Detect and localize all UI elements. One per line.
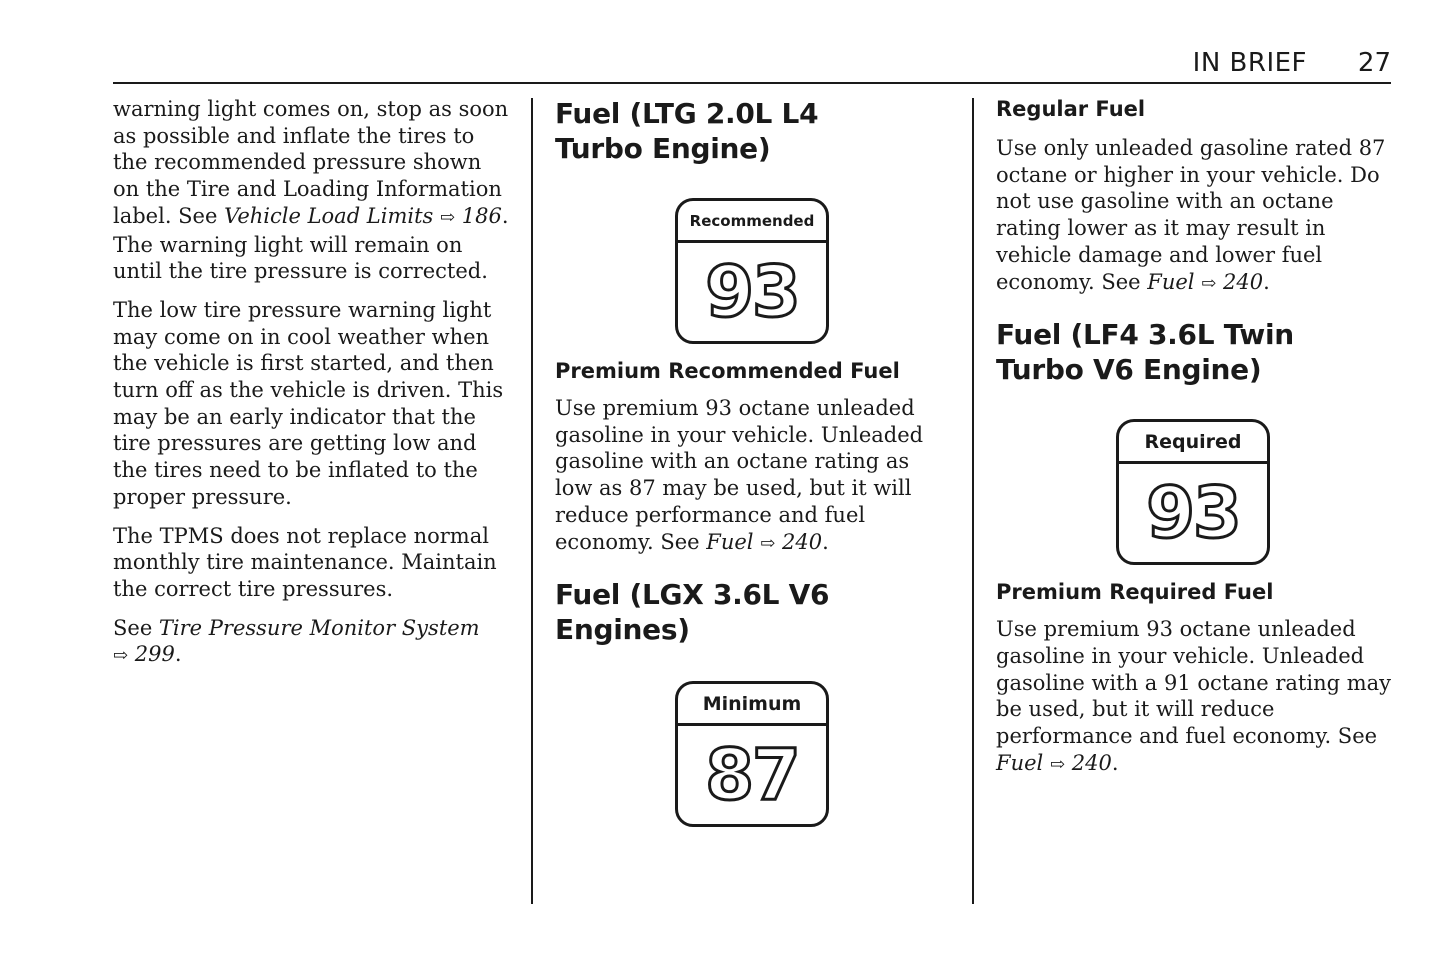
- cross-reference-arrow-icon: ⇨: [113, 645, 129, 667]
- column-divider: [531, 98, 533, 904]
- cross-reference-arrow-icon: ⇨: [760, 532, 776, 554]
- column-1: [113, 96, 513, 682]
- paragraph: Use only unleaded gasoline rated 87 octane or higher in your vehicle. Do not use gasoline with an octane rating lower as it may result in vehicle damage and lower fuel economy. See Fuel ⇨ 240.: [996, 136, 1386, 294]
- cross-reference-page[interactable]: 240: [1222, 269, 1264, 294]
- octane-number: 93: [705, 251, 799, 333]
- paragraph: The low tire pressure warning light may come on in cool weather when the vehicle is first started, and then turn off as the vehicle is driven. This may be an early indicator that the tire pressures are getting low and the tires need to be inflated to the proper pressure.: [113, 297, 504, 509]
- octane-number: 87: [705, 734, 799, 817]
- section-title: IN BRIEF: [1192, 48, 1307, 78]
- page-header: [113, 48, 1391, 84]
- cross-reference-page[interactable]: 299: [134, 642, 175, 667]
- fuel-octane-label-icon: [675, 681, 829, 827]
- paragraph: See Tire Pressure Monitor System ⇨ 299.: [113, 615, 480, 667]
- cross-reference-link[interactable]: Vehicle Load Limits: [224, 203, 434, 228]
- column-3: [996, 96, 1391, 790]
- sub-heading: Premium Required Fuel: [996, 580, 1274, 605]
- cross-reference-page[interactable]: 240: [1071, 750, 1112, 775]
- sub-heading: Premium Recommended Fuel: [555, 359, 900, 383]
- section-heading: Fuel (LTG 2.0L L4 Turbo Engine): [555, 97, 819, 165]
- section-heading: Fuel (LF4 3.6L Twin Turbo V6 Engine): [996, 318, 1294, 387]
- cross-reference-page[interactable]: 186: [461, 203, 502, 228]
- cross-reference-link[interactable]: Fuel: [706, 529, 754, 554]
- column-divider: [972, 98, 974, 904]
- sub-heading: Regular Fuel: [996, 97, 1146, 121]
- paragraph: The TPMS does not replace normal monthly tire maintenance. Maintain the correct tire pressures.: [113, 523, 497, 601]
- page-number: 27: [1357, 48, 1391, 78]
- fuel-label-caption: Minimum: [678, 684, 826, 726]
- column-2: [555, 96, 950, 827]
- cross-reference-arrow-icon: ⇨: [1049, 753, 1066, 775]
- fuel-octane-label-icon: [1116, 419, 1270, 565]
- fuel-label-caption: Recommended: [678, 201, 826, 243]
- cross-reference-arrow-icon: ⇨: [1201, 272, 1217, 294]
- fuel-label-caption: Required: [1119, 422, 1267, 464]
- section-heading: Fuel (LGX 3.6L V6 Engines): [555, 578, 830, 647]
- cross-reference-arrow-icon: ⇨: [440, 206, 456, 228]
- cross-reference-link[interactable]: Tire Pressure Monitor System: [158, 615, 480, 640]
- cross-reference-link[interactable]: Fuel: [1147, 269, 1195, 294]
- cross-reference-page[interactable]: 240: [781, 529, 823, 554]
- octane-number: 93: [1146, 472, 1240, 555]
- paragraph: Use premium 93 octane unleaded gasoline in your vehicle. Unleaded gasoline with a 91 octane rating may be used, but it will reduce performance and fuel economy. See Fuel ⇨ 240.: [996, 617, 1392, 775]
- paragraph: Use premium 93 octane unleaded gasoline in your vehicle. Unleaded gasoline with an octane rating as low as 87 may be used, but it will reduce performance and fuel economy. See Fuel ⇨ 240.: [555, 396, 924, 554]
- fuel-octane-label-icon: [675, 198, 829, 344]
- cross-reference-link[interactable]: Fuel: [996, 750, 1044, 775]
- paragraph: warning light comes on, stop as soon as possible and inflate the tires to the recommended pressure shown on the Tire and Loading Information label. See Vehicle Load Limits ⇨ 186. The warning light will remain on until the tire pressure is corrected.: [113, 97, 509, 284]
